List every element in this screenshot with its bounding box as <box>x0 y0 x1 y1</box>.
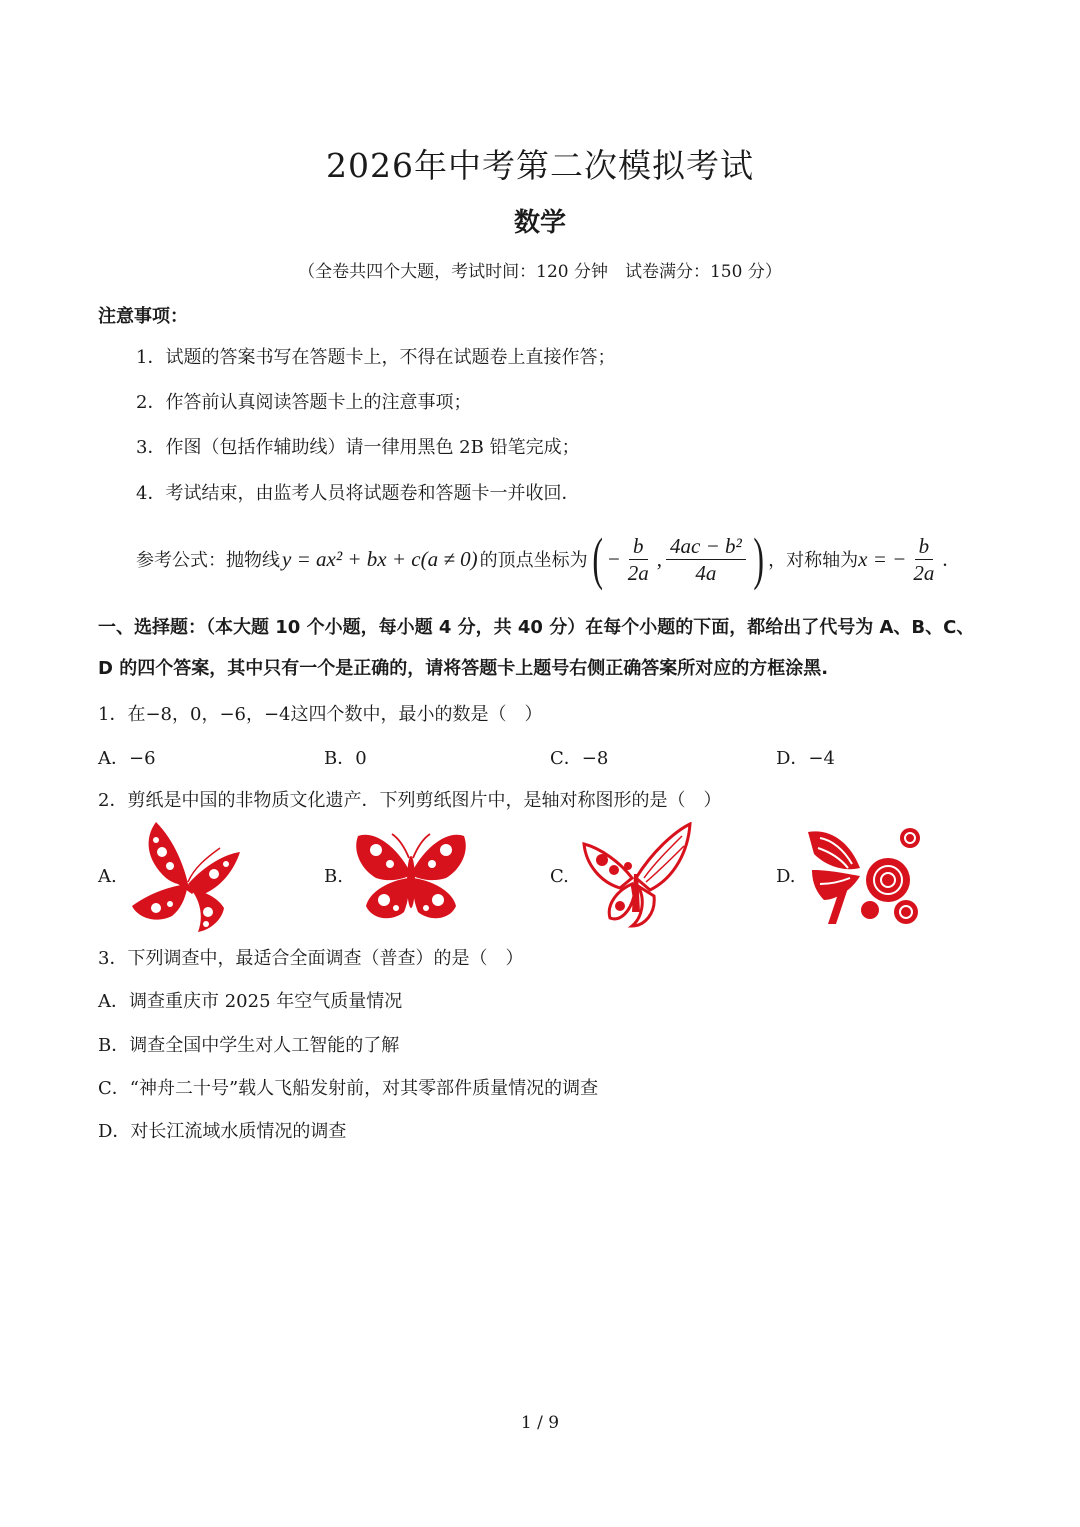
section-heading-line1: 一、选择题：（本大题 10 个小题，每小题 4 分，共 40 分）在每个小题的下面，都给出了代号为 A、B、C、 <box>98 617 975 638</box>
left-paren: ( <box>591 526 603 591</box>
subject-title: 数学 <box>513 208 566 238</box>
question-2-stem: 2．剪纸是中国的非物质文化遗产．下列剪纸图片中，是轴对称图形的是（ ） <box>98 790 722 811</box>
vertex-y-fraction <box>666 534 746 585</box>
vertex-y-denominator: 4a <box>695 560 717 585</box>
formula-mid: 的顶点坐标为 <box>479 550 588 571</box>
notice-item: 3．作图（包括作辅助线）请一律用黑色 2B 铅笔完成； <box>136 437 580 458</box>
right-paren: ) <box>753 526 764 591</box>
comma: , <box>656 546 663 571</box>
q1-option-c: C．−8 <box>550 748 609 769</box>
question-1-stem: 1．在−8，0，−6，−4这四个数中，最小的数是（ ） <box>98 704 543 725</box>
notice-heading: 注意事项： <box>98 306 188 327</box>
q2-option-b: B. <box>324 866 343 887</box>
q1-option-d: D．−4 <box>776 748 835 769</box>
reference-formula <box>136 528 949 590</box>
axis-fraction <box>909 534 938 585</box>
butterfly-b-image <box>352 826 470 926</box>
q2-option-a: A. <box>98 866 117 887</box>
axis-text: ，对称轴为 <box>768 550 859 571</box>
vertex-x-denominator: 2a <box>627 560 649 585</box>
notice-item: 1．试题的答案书写在答题卡上，不得在试题卷上直接作答； <box>136 347 616 368</box>
q1-option-a: A．−6 <box>98 748 156 769</box>
parabola-equation: y = ax² + bx + c(a ≠ 0) <box>282 546 478 571</box>
axis-equation: x = − <box>858 546 907 571</box>
butterfly-d-image <box>806 826 922 928</box>
butterfly-c-image <box>580 822 694 930</box>
section-heading-line2: D 的四个答案，其中只有一个是正确的，请将答题卡上题号右侧正确答案所对应的方框涂黑. <box>98 658 829 679</box>
butterfly-a-image <box>126 820 244 935</box>
vertex-x-fraction <box>624 534 653 585</box>
notice-item: 2．作答前认真阅读答题卡上的注意事项； <box>136 392 472 413</box>
q3-option-a: A．调查重庆市 2025 年空气质量情况 <box>98 991 403 1012</box>
q3-option-b: B．调查全国中学生对人工智能的了解 <box>98 1035 400 1056</box>
q2-option-c: C. <box>550 866 569 887</box>
minus-sign: − <box>607 546 620 571</box>
page-number: 1 / 9 <box>520 1413 560 1433</box>
formula-end: . <box>942 546 948 571</box>
axis-numerator: b <box>915 534 934 560</box>
q2-option-d: D. <box>776 866 796 887</box>
notice-item: 4．考试结束，由监考人员将试题卷和答题卡一并收回． <box>136 483 580 504</box>
axis-denominator: 2a <box>913 560 935 585</box>
question-3-stem: 3．下列调查中，最适合全面调查（普查）的是（ ） <box>98 948 524 969</box>
vertex-y-numerator: 4ac − b² <box>666 534 746 560</box>
q1-option-b: B．0 <box>324 748 367 769</box>
exam-title: 2026年中考第二次模拟考试 <box>326 146 754 185</box>
q3-option-c: C．“神舟二十号”载人飞船发射前，对其零部件质量情况的调查 <box>98 1078 599 1099</box>
formula-lead: 参考公式：抛物线 <box>136 550 280 571</box>
vertex-x-numerator: b <box>629 534 648 560</box>
exam-meta: （全卷共四个大题，考试时间：120 分钟 试卷满分：150 分） <box>298 262 782 282</box>
q3-option-d: D．对长江流域水质情况的调查 <box>98 1121 347 1142</box>
